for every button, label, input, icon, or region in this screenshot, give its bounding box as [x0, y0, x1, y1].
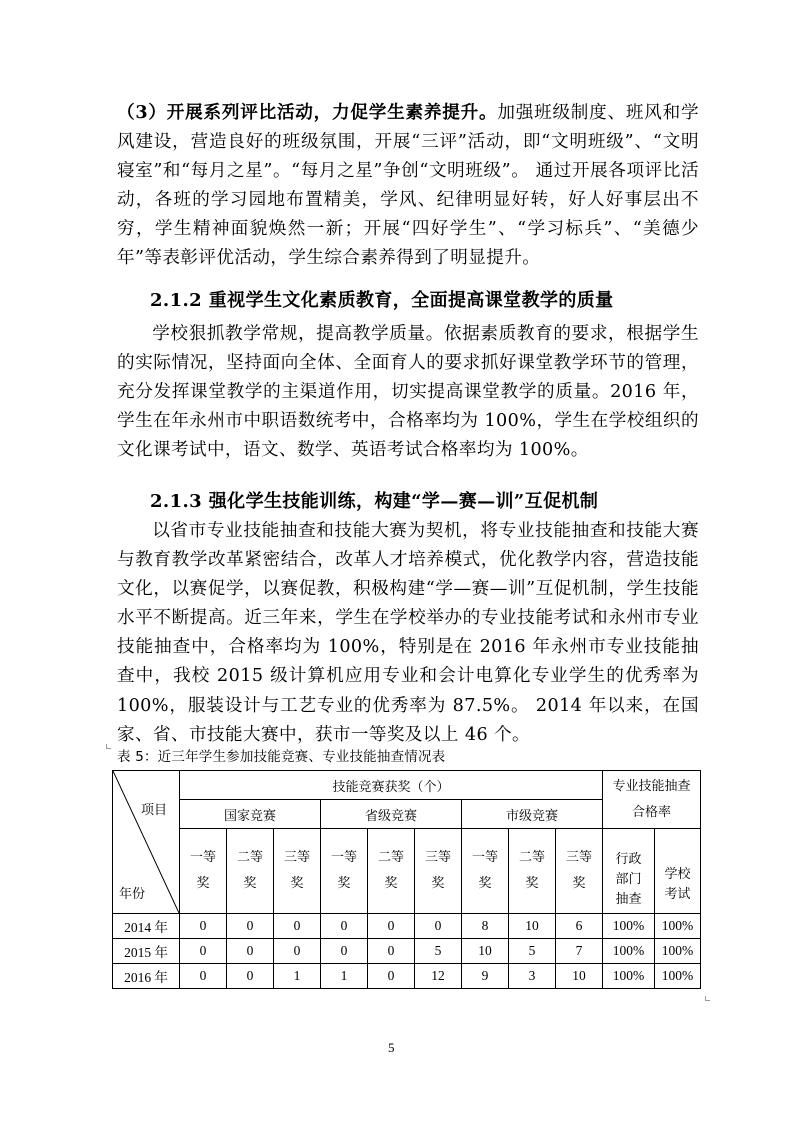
- value-cell: 1: [274, 964, 321, 989]
- value-cell: 100%: [603, 914, 655, 939]
- value-cell: 100%: [655, 939, 701, 964]
- value-cell: 3: [509, 964, 556, 989]
- table-row: [113, 914, 701, 939]
- table-row: [113, 939, 701, 964]
- section-heading-2-1-3: 2.1.3 强化学生技能训练，构建“学—赛—训”互促机制: [150, 491, 599, 512]
- end-mark: [705, 996, 710, 1001]
- prize-first: 一等 奖: [321, 829, 368, 914]
- prize-third: 三等 奖: [415, 829, 462, 914]
- value-cell: 8: [462, 914, 509, 939]
- prize-third: 三等 奖: [556, 829, 603, 914]
- value-cell: 10: [509, 914, 556, 939]
- header-provincial: 省级竞赛: [321, 800, 462, 829]
- value-cell: 0: [180, 914, 227, 939]
- value-cell: 9: [462, 964, 509, 989]
- prize-third: 三等 奖: [274, 829, 321, 914]
- value-cell: 0: [227, 914, 274, 939]
- corner-label-item: 项目: [141, 803, 168, 818]
- prize-second: 二等 奖: [368, 829, 415, 914]
- value-cell: 0: [227, 964, 274, 989]
- prize-first: 一等 奖: [180, 829, 227, 914]
- page-number: 5: [388, 1040, 395, 1055]
- value-cell: 0: [274, 914, 321, 939]
- value-cell: 100%: [603, 939, 655, 964]
- prize-second: 二等 奖: [509, 829, 556, 914]
- value-cell: 10: [462, 939, 509, 964]
- header-national: 国家竞赛: [180, 800, 321, 829]
- value-cell: 100%: [655, 964, 701, 989]
- check-admin: 行政 部门 抽查: [603, 829, 655, 914]
- year-cell: 2015 年: [113, 939, 180, 964]
- value-cell: 0: [368, 914, 415, 939]
- value-cell: 100%: [603, 964, 655, 989]
- value-cell: 0: [274, 939, 321, 964]
- value-cell: 0: [321, 939, 368, 964]
- value-cell: 0: [321, 914, 368, 939]
- prize-second: 二等 奖: [227, 829, 274, 914]
- value-cell: 12: [415, 964, 462, 989]
- prize-first: 一等 奖: [462, 829, 509, 914]
- paragraph-lead: （3）开展系列评比活动，力促学生素养提升。: [117, 102, 498, 123]
- value-cell: 10: [556, 964, 603, 989]
- header-skill-competition: 技能竞赛获奖（个）: [180, 771, 603, 800]
- table-corner-cell: [113, 771, 180, 914]
- value-cell: 0: [368, 939, 415, 964]
- check-school: 学校 考试: [655, 829, 701, 914]
- table-caption: 表 5：近三年学生参加技能竞赛、专业技能抽查情况表: [117, 749, 446, 765]
- paragraph-evaluation-activities: [117, 98, 699, 273]
- value-cell: 5: [415, 939, 462, 964]
- value-cell: 0: [227, 939, 274, 964]
- value-cell: 0: [180, 964, 227, 989]
- paragraph-skill-training: 以省市专业技能抽查和技能大赛为契机，将专业技能抽查和技能大赛与教育教学改革紧密结合，改革人才培养模式，优化教学内容，营造技能文化，以赛促学，以赛促教，积极构建“学—赛—训”互促机制，学生技能水平不断提高。近三年来，学生在学校举办的专业技能考试和永州市专业技能抽查中，合格率均为 100%，特别是在 2016 年永州市专业技能抽查中，我校 2015 级计算机应用专业和会计电算化专业学生的优秀率为 100%，服装设计与工艺专业的优秀率为 87.5%。 2014 年以来，在国家、省、市技能大赛中，获市一等奖及以上 46 个。: [117, 521, 699, 745]
- value-cell: 5: [509, 939, 556, 964]
- value-cell: 0: [415, 914, 462, 939]
- value-cell: 6: [556, 914, 603, 939]
- value-cell: 0: [368, 964, 415, 989]
- section-heading-2-1-2: 2.1.2 重视学生文化素质教育，全面提高课堂教学的质量: [150, 290, 614, 311]
- year-cell: 2016 年: [113, 964, 180, 989]
- value-cell: 1: [321, 964, 368, 989]
- paragraph-mark: [106, 744, 111, 749]
- paragraph-body: 加强班级制度、班风和学风建设，营造良好的班级氛围，开展“三评”活动，即“文明班级”、“文明寝室”和“每月之星”。“每月之星”争创“文明班级”。 通过开展各项评比活动，各班的学习园地布置精美，学风、纪律明显好转，好人好事层出不穷，学生精神面貌焕然一新；开展“四好学生”、“学习标兵”、“美德少年”等表彰评优活动，学生综合素养得到了明显提升。: [117, 103, 699, 269]
- prize-label-row: [113, 829, 701, 914]
- corner-label-year: 年份: [119, 887, 146, 902]
- header-skill-check: 专业技能抽查 合格率: [603, 771, 701, 829]
- year-cell: 2014 年: [113, 914, 180, 939]
- paragraph-teaching-quality: 学校狠抓教学常规，提高教学质量。依据素质教育的要求，根据学生的实际情况，坚持面向全体、全面育人的要求抓好课堂教学环节的管理，充分发挥课堂教学的主渠道作用，切实提高课堂教学的质量。2016 年，学生在年永州市中职语数统考中，合格率均为 100%，学生在学校组织的文化课考试中，语文、数学、英语考试合格率均为 100%。: [117, 324, 699, 461]
- value-cell: 0: [180, 939, 227, 964]
- header-municipal: 市级竞赛: [462, 800, 603, 829]
- table-row: [113, 964, 701, 989]
- skills-table: [112, 770, 701, 989]
- value-cell: 7: [556, 939, 603, 964]
- value-cell: 100%: [655, 914, 701, 939]
